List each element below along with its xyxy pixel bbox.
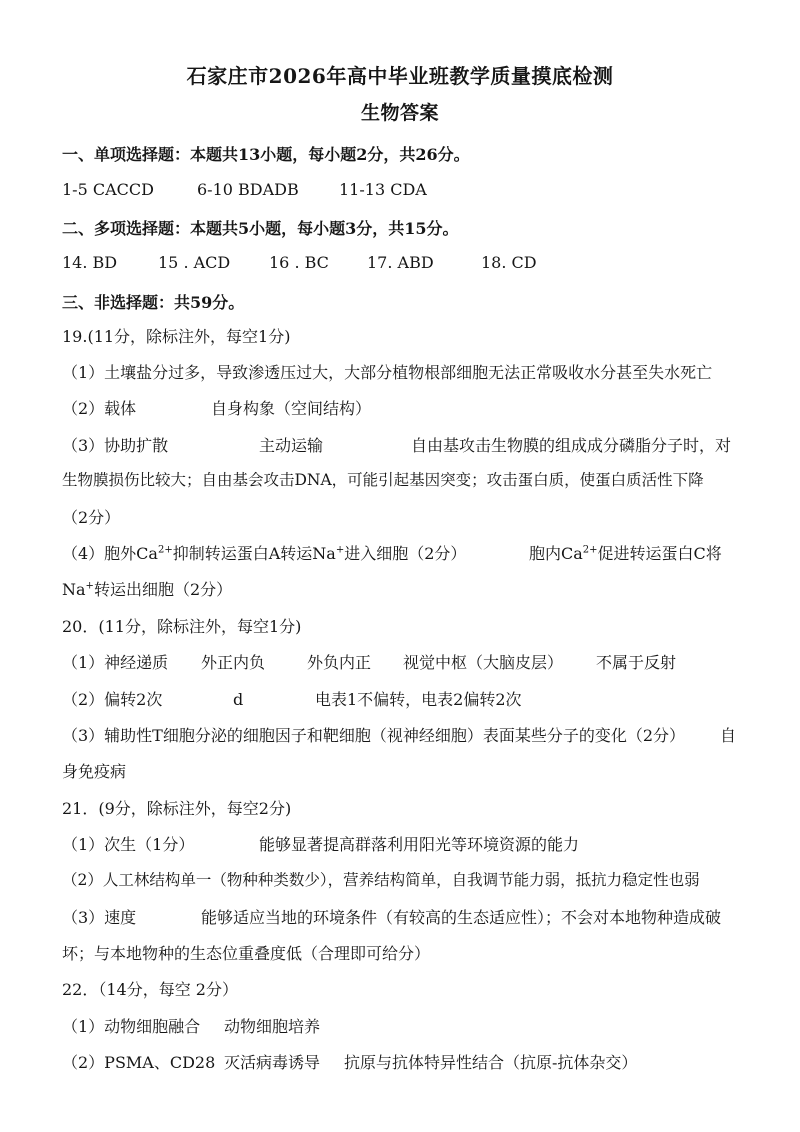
answer-text: Na [62,580,86,599]
q19-part3 [62,433,731,456]
answer-text: 视觉中枢（大脑皮层） [403,653,564,672]
answer-text: 抑制转运蛋白A转运Na [172,544,336,563]
page-title: 石家庄市2026年高中毕业班教学质量摸底检测 [186,64,614,88]
q19-heading: 19.(11分，除标注外，每空1分) [62,327,291,346]
q22-part1 [62,1014,320,1037]
answer-group: 11-13 CDA [339,180,427,199]
answer-text: 动物细胞培养 [224,1017,321,1036]
answer-group: 6-10 BDADB [197,180,299,199]
q20-part3-cont: 身免疫病 [62,762,127,781]
answer-text: （4）胞外Ca [62,544,158,563]
answer-text: 外正内负 [201,653,266,672]
answer-text: （1）次生（1分） [62,835,195,854]
q20-part3 [62,723,736,746]
superscript: + [85,580,94,592]
answer-text: 抗原与抗体特异性结合（抗原-抗体杂交） [344,1053,638,1072]
section2-heading: 二、多项选择题：本题共5小题，每小题3分，共15分。 [62,219,459,238]
answer-group: 16 . BC [269,253,329,272]
answer-text: 外负内正 [307,653,372,672]
q20-part2 [62,687,522,710]
answer-text: 胞内Ca [529,544,583,563]
answer-text: 电表1不偏转，电表2偏转2次 [315,690,522,709]
answer-group: 1-5 CACCD [62,180,154,199]
answer-text: （2）PSMA、CD28 [62,1053,216,1072]
answer-text: 灭活病毒诱导 [224,1053,321,1072]
answer-group: 17. ABD [367,253,434,272]
q19-part4 [62,541,722,564]
answer-text: 不属于反射 [596,653,677,672]
q21-part1 [62,832,579,855]
answer-text: （1）神经递质 [62,653,169,672]
q19-part3-cont: 生物膜损伤比较大；自由基会攻击DNA，可能引起基因突变；攻击蛋白质，使蛋白质活性下降 [62,471,704,489]
q21-heading: 21．(9分，除标注外，每空2分) [62,799,292,818]
section1-heading: 一、单项选择题：本题共13小题，每小题2分，共26分。 [62,145,470,164]
q22-heading: 22．（14分，每空 2分） [62,980,238,999]
q19-part1: （1）土壤盐分过多，导致渗透压过大，大部分植物根部细胞无法正常吸收水分甚至失水死亡 [62,363,713,382]
section3-heading: 三、非选择题：共59分。 [62,293,245,312]
answer-text: 自由基攻击生物膜的组成成分磷脂分子时，对 [411,436,732,455]
answer-text: （3）协助扩散 [62,436,169,455]
q21-part2: （2）人工林结构单一（物种种类数少），营养结构简单，自我调节能力弱，抵抗力稳定性也弱 [62,871,700,889]
page-subtitle: 生物答案 [360,102,439,124]
answer-group: 18. CD [481,253,537,272]
q19-part3-score: （2分） [62,508,121,527]
answer-text: 自 [720,726,737,745]
q22-part2 [62,1050,637,1073]
superscript: 2+ [157,544,173,556]
answer-group: 14. BD [62,253,118,272]
answer-text: 进入细胞（2分） [344,544,467,563]
section2-answers [62,253,537,272]
q19-part4-cont [62,577,232,600]
answer-text: （2）偏转2次 [62,690,163,709]
answer-text: d [233,690,244,709]
answer-text: 能够适应当地的环境条件（有较高的生态适应性）；不会对本地物种造成破 [201,908,722,927]
answer-text: （1）动物细胞融合 [62,1017,201,1036]
q21-part3 [62,905,721,928]
superscript: + [335,544,345,556]
q19-part2 [62,396,371,419]
superscript: 2+ [582,544,598,556]
answer-text: 转运出细胞（2分） [93,580,233,599]
answer-group: 15 . ACD [158,253,231,272]
answer-text: （2）载体 [62,399,137,418]
answer-text: 能够显著提高群落利用阳光等环境资源的能力 [259,835,580,854]
section1-answers [62,180,427,199]
answer-text: 促进转运蛋白C将 [597,544,722,563]
answer-text: （3）辅助性T细胞分泌的细胞因子和靶细胞（视神经细胞）表面某些分子的变化（2分） [62,726,686,745]
answer-text: 主动运输 [259,436,324,455]
q20-heading: 20．(11分，除标注外，每空1分) [62,617,302,636]
answer-text: 自身构象（空间结构） [211,399,372,418]
answer-text: （3）速度 [62,908,137,927]
q21-part3-cont: 坏；与本地物种的生态位重叠度低（合理即可给分） [62,944,431,963]
q20-part1 [62,650,676,673]
